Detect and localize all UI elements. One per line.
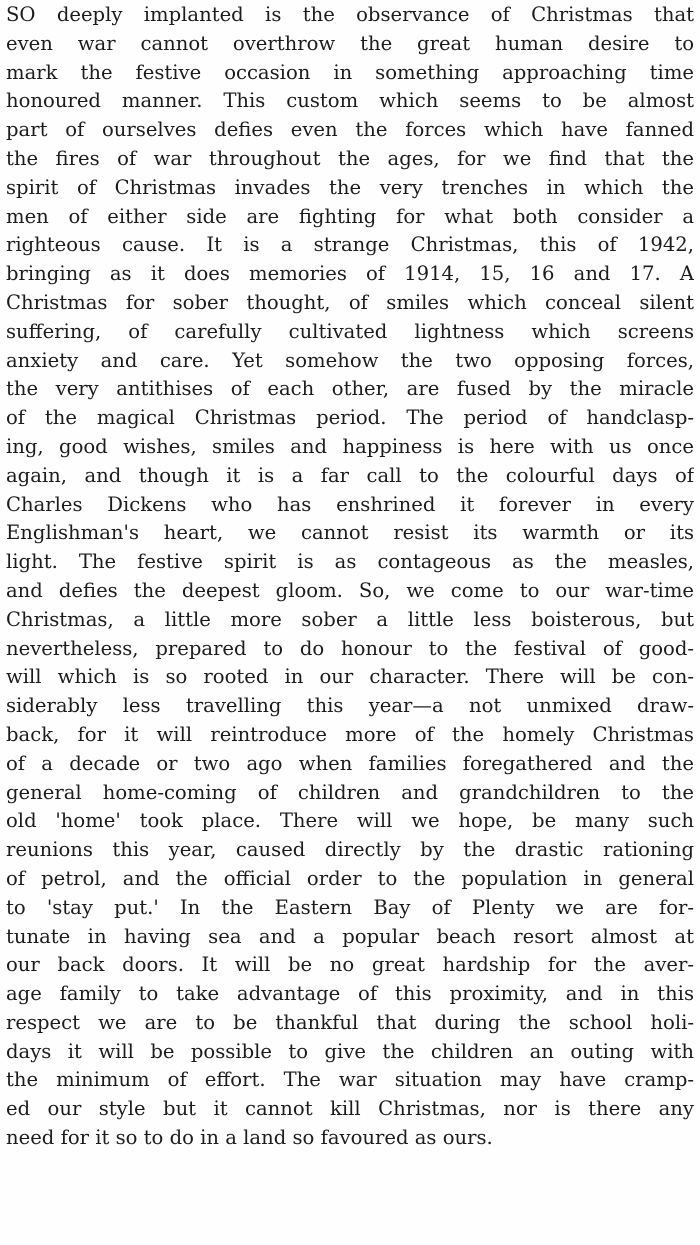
text-line: siderably less travelling this year—a not unmixed draw- [6, 694, 694, 718]
text-line: general home-coming of children and grandchildren to the [6, 780, 694, 804]
text-line: of a decade or two ago when families foregathered and the [6, 751, 694, 775]
text-line: Englishman's heart, we cannot resist its warmth or its [6, 521, 694, 545]
text-line: Charles Dickens who has enshrined it forever in every [6, 492, 694, 516]
text-line: respect we are to be thankful that during the school holi- [6, 1010, 694, 1034]
text-line: honoured manner. This custom which seems to be almost [6, 89, 694, 113]
text-line: spirit of Christmas invades the very trenches in which the [6, 175, 694, 199]
text-line: to 'stay put.' In the Eastern Bay of Plenty we are for- [6, 895, 694, 919]
text-line: SO deeply implanted is the observance of Christmas that [6, 3, 694, 26]
text-line: even war cannot overthrow the great human desire to [6, 31, 694, 55]
text-line: Christmas, a little more sober a little less boisterous, but [6, 607, 694, 631]
text-line: the very antithises of each other, are fused by the miracle [6, 377, 694, 401]
text-line: old 'home' took place. There will we hope, be many such [6, 809, 694, 833]
text-line: bringing as it does memories of 1914, 15, 16 and 17. A [6, 262, 694, 286]
article-body [6, 1, 694, 1153]
text-line: the fires of war throughout the ages, for we find that the [6, 146, 694, 170]
text-line: ing, good wishes, smiles and happiness is here with us once [6, 434, 694, 458]
text-line: of the magical Christmas period. The period of handclasp- [6, 406, 694, 430]
text-line: anxiety and care. Yet somehow the two opposing forces, [6, 348, 694, 372]
text-line: suffering, of carefully cultivated lightness which screens [6, 319, 694, 343]
text-line: of petrol, and the official order to the population in general [6, 866, 694, 890]
text-line: age family to take advantage of this proximity, and in this [6, 982, 694, 1006]
text-line: nevertheless, prepared to do honour to the festival of good- [6, 636, 694, 660]
text-line: back, for it will reintroduce more of the homely Christmas [6, 722, 694, 746]
text-line: ed our style but it cannot kill Christmas, nor is there any [6, 1097, 694, 1121]
text-line: tunate in having sea and a popular beach resort almost at [6, 924, 694, 948]
text-line: reunions this year, caused directly by the drastic rationing [6, 838, 694, 862]
text-line: and defies the deepest gloom. So, we come to our war-time [6, 578, 694, 602]
text-line: the minimum of effort. The war situation may have cramp- [6, 1068, 694, 1092]
text-line: need for it so to do in a land so favoured as ours. [6, 1126, 493, 1150]
text-line: again, and though it is a far call to the colourful days of [6, 463, 694, 487]
text-line: part of ourselves defies even the forces which have fanned [6, 118, 694, 142]
text-line: days it will be possible to give the children an outing with [6, 1039, 694, 1063]
text-line: mark the festive occasion in something approaching time [6, 60, 694, 84]
text-line: will which is so rooted in our character. There will be con- [6, 665, 694, 689]
text-line: our back doors. It will be no great hardship for the aver- [6, 953, 694, 977]
text-line: Christmas for sober thought, of smiles which conceal silent [6, 290, 694, 314]
text-line: righteous cause. It is a strange Christmas, this of 1942, [6, 233, 694, 257]
text-line: men of either side are fighting for what both consider a [6, 204, 694, 228]
text-line: light. The festive spirit is as contageous as the measles, [6, 550, 694, 574]
